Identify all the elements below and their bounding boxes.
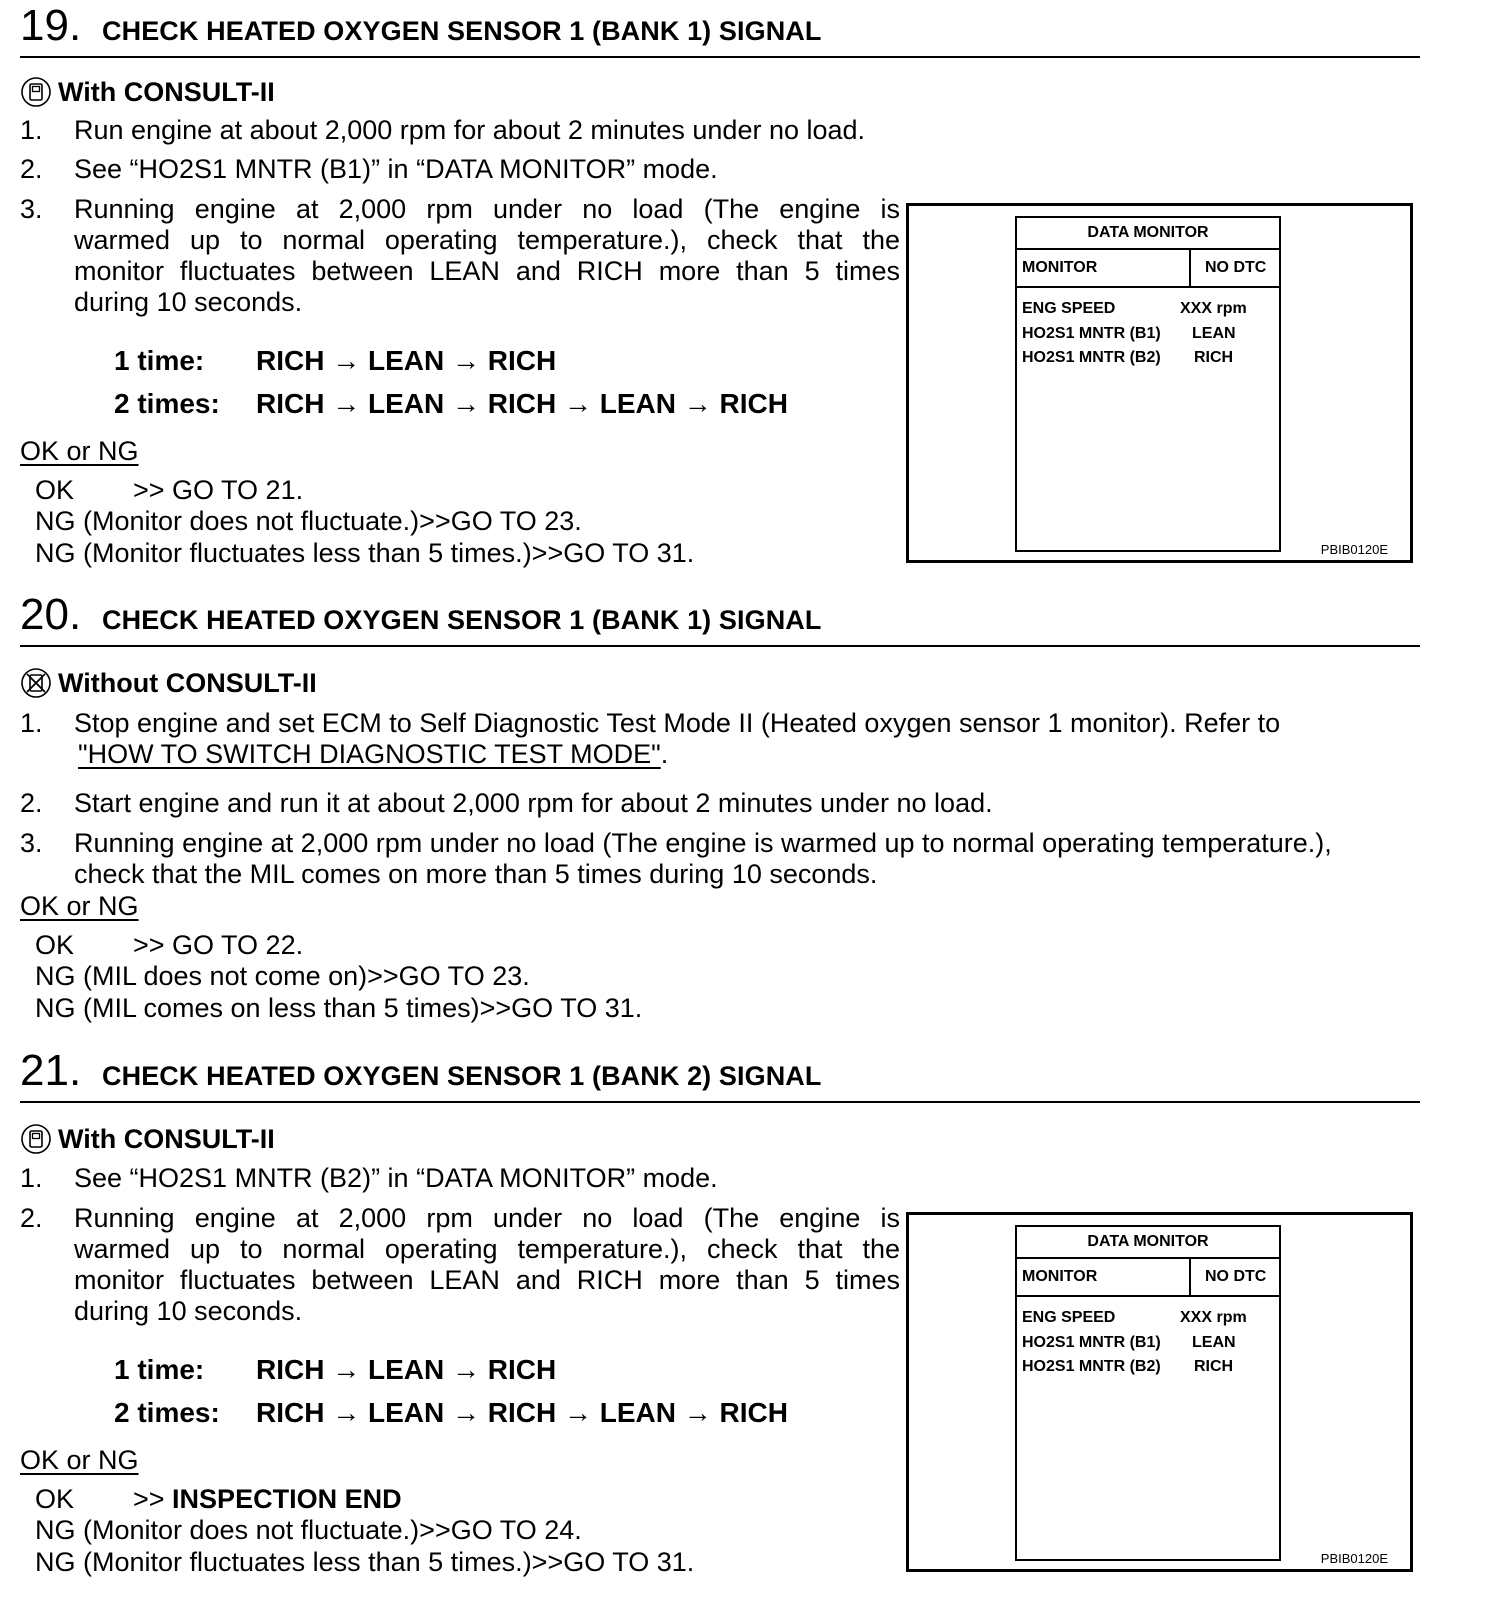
step-title: CHECK HEATED OXYGEN SENSOR 1 (BANK 1) SIGNAL (102, 16, 822, 46)
screen-header: DATA MONITOR (1017, 1227, 1279, 1259)
divider (20, 56, 1420, 58)
data-monitor-figure (906, 1212, 1413, 1572)
outcome-ng: NG (Monitor does not fluctuate.)>>GO TO 24. (35, 1515, 582, 1545)
list-item: 1. See “HO2S1 MNTR (B2)” in “DATA MONITOR” mode. (20, 1163, 718, 1193)
monitor-row: HO2S1 MNTR (B1) LEAN (1022, 325, 1236, 342)
list-item: 3. Running engine at 2,000 rpm under no load (The engine is warmed up to normal operating temperature.), check that the MIL comes on more than 5 times during 10 seconds. (20, 828, 1332, 889)
outcome-ng: NG (Monitor does not fluctuate.)>>GO TO 23. (35, 506, 582, 536)
mode-with-consult (20, 75, 275, 109)
divider (20, 645, 1420, 647)
outcome-ok: OK >> GO TO 22. (35, 930, 304, 960)
step-21-header (20, 1046, 1420, 1103)
ok-or-ng-label: OK or NG (20, 1445, 139, 1475)
screen-header: DATA MONITOR (1017, 218, 1279, 250)
monitor-row: ENG SPEED XXX rpm (1022, 1309, 1247, 1326)
data-monitor-screen (1015, 216, 1281, 552)
step-20-header (20, 590, 1420, 647)
ok-or-ng-label: OK or NG (20, 891, 139, 921)
ok-or-ng-label: OK or NG (20, 436, 139, 466)
consult-icon (20, 76, 52, 108)
outcome-ng: NG (Monitor fluctuates less than 5 times.)>>GO TO 31. (35, 538, 695, 568)
step-number: 20. (20, 590, 82, 639)
outcome-ng: NG (MIL comes on less than 5 times)>>GO TO 31. (35, 993, 643, 1023)
data-monitor-screen (1015, 1225, 1281, 1561)
figure-code: PBIB0120E (1320, 1551, 1388, 1566)
outcome-ok: OK >> GO TO 21. (35, 475, 304, 505)
step-number: 19. (20, 1, 82, 50)
monitor-row: HO2S1 MNTR (B2) RICH (1022, 1358, 1234, 1375)
list-item: 2. See “HO2S1 MNTR (B1)” in “DATA MONITOR” mode. (20, 154, 718, 184)
data-monitor-figure (906, 203, 1413, 563)
list-item: 1. Stop engine and set ECM to Self Diagnostic Test Mode II (Heated oxygen sensor 1 monitor). Refer to "HOW TO SWITCH DIAGNOSTIC TEST MODE". (20, 708, 1281, 769)
step-title: CHECK HEATED OXYGEN SENSOR 1 (BANK 2) SIGNAL (102, 1061, 822, 1091)
list-item: 3. Running engine at 2,000 rpm under no load (The engine is warmed up to normal operating temperature.), check that the monitor fluctuates between LEAN and RICH more than 5 times during 10 seconds. (20, 194, 900, 317)
mode-with-consult (20, 1122, 275, 1156)
how-to-switch-diagnostic-link[interactable]: "HOW TO SWITCH DIAGNOSTIC TEST MODE" (78, 739, 661, 769)
mode-label: With CONSULT-II (58, 1123, 275, 1154)
monitor-row: HO2S1 MNTR (B1) LEAN (1022, 1334, 1236, 1351)
list-item: 2. Running engine at 2,000 rpm under no load (The engine is warmed up to normal operating temperature.), check that the monitor fluctuates between LEAN and RICH more than 5 times during 10 seconds. (20, 1203, 900, 1326)
outcome-ng: NG (Monitor fluctuates less than 5 times.)>>GO TO 31. (35, 1547, 695, 1577)
mode-label: Without CONSULT-II (58, 667, 317, 698)
consult-icon (20, 1123, 52, 1155)
outcome-ng: NG (MIL does not come on)>>GO TO 23. (35, 961, 530, 991)
list-item: 2. Start engine and run it at about 2,000 rpm for about 2 minutes under no load. (20, 788, 993, 818)
mode-without-consult (20, 666, 317, 700)
figure-code: PBIB0120E (1320, 542, 1388, 557)
list-item: 1. Run engine at about 2,000 rpm for about 2 minutes under no load. (20, 115, 866, 145)
step-title: CHECK HEATED OXYGEN SENSOR 1 (BANK 1) SIGNAL (102, 605, 822, 635)
screen-monitor-row: MONITOR NO DTC (1017, 1259, 1279, 1297)
divider (20, 1101, 1420, 1103)
step-19-header (20, 1, 1420, 58)
outcome-ok: OK >> INSPECTION END (35, 1484, 402, 1514)
mode-label: With CONSULT-II (58, 76, 275, 107)
step-number: 21. (20, 1046, 82, 1095)
no-consult-icon (20, 667, 52, 699)
screen-monitor-row: MONITOR NO DTC (1017, 250, 1279, 288)
monitor-row: ENG SPEED XXX rpm (1022, 300, 1247, 317)
monitor-row: HO2S1 MNTR (B2) RICH (1022, 349, 1234, 366)
